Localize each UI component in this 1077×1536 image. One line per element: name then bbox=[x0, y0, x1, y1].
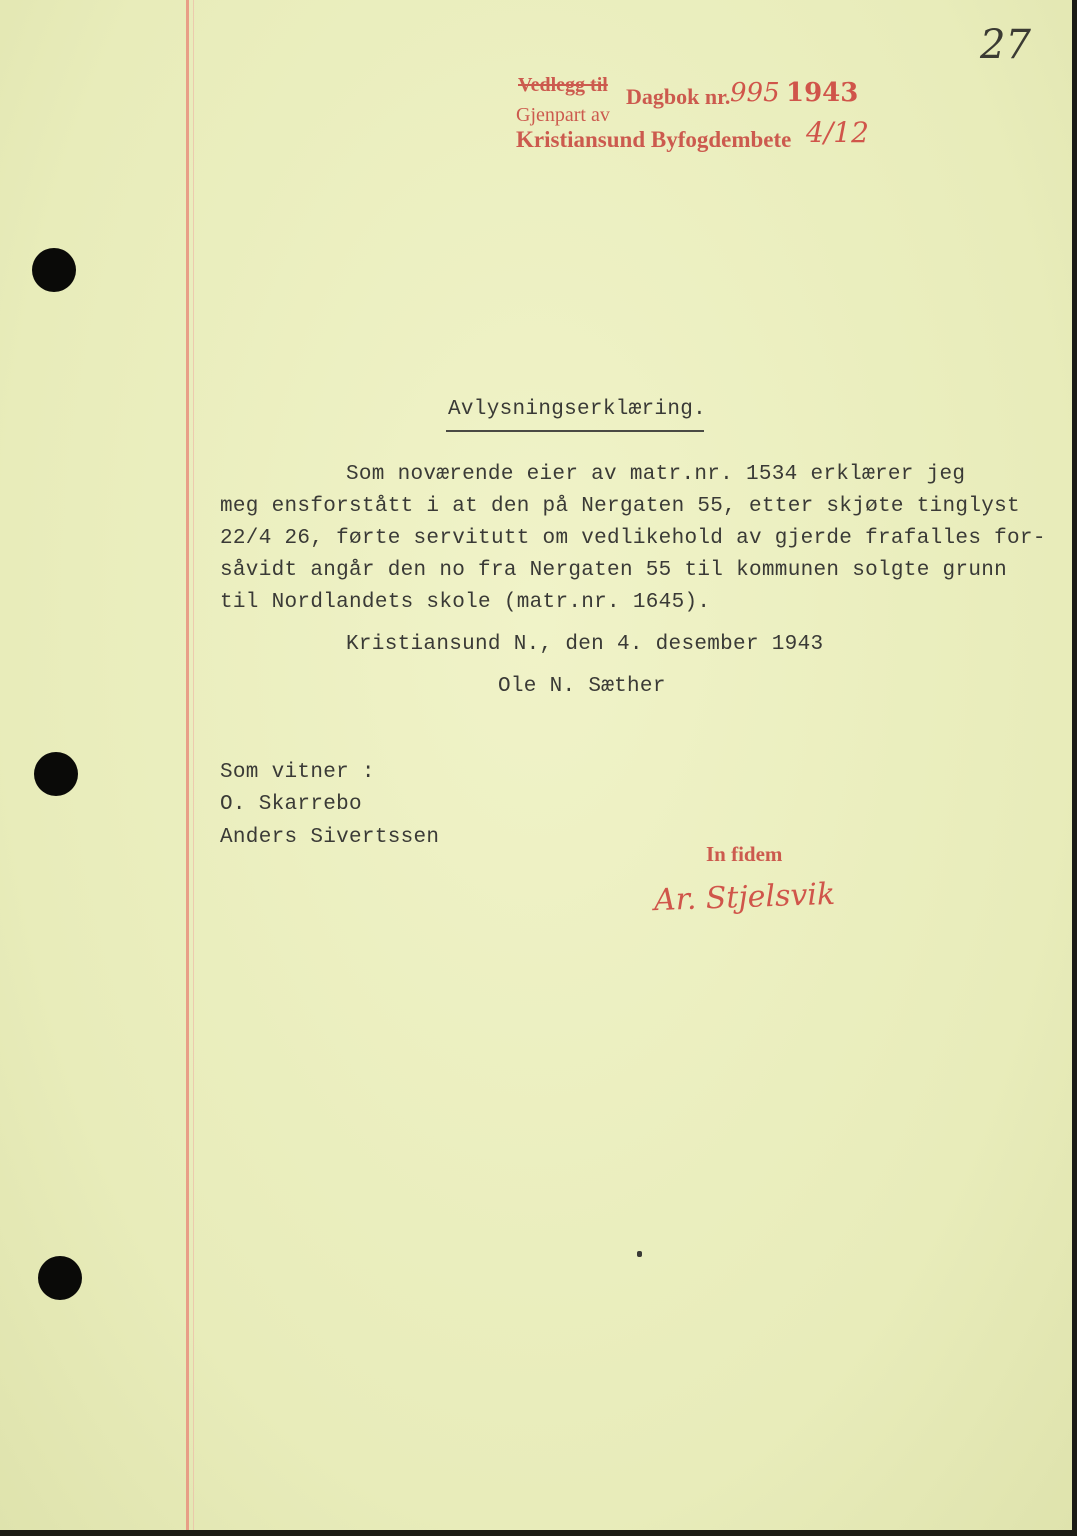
witness-label: Som vitner : bbox=[220, 761, 375, 784]
punch-hole-icon bbox=[34, 752, 78, 796]
stamp-vedlegg: Vedlegg til bbox=[518, 74, 608, 96]
margin-rule-secondary bbox=[193, 0, 194, 1530]
stamp-year: 1943 bbox=[786, 78, 859, 108]
punch-hole-icon bbox=[38, 1256, 82, 1300]
body-line-4: såvidt angår den no fra Nergaten 55 til kommunen solgte grunn bbox=[220, 559, 1008, 582]
stamp-dagbok-number: 995 bbox=[730, 78, 780, 108]
page-number: 27 bbox=[980, 22, 1031, 68]
body-line-1: Som noværende eier av matr.nr. 1534 erklærer jeg bbox=[346, 463, 966, 486]
handwritten-signature: Ar. Stjelsvik bbox=[653, 876, 836, 919]
punch-hole-icon bbox=[32, 248, 76, 292]
stamp-dagbok-label: Dagbok nr. bbox=[626, 84, 731, 109]
body-line-5: til Nordlandets skole (matr.nr. 1645). bbox=[220, 591, 711, 614]
ink-speck bbox=[637, 1251, 642, 1257]
place-date: Kristiansund N., den 4. desember 1943 bbox=[346, 633, 824, 656]
in-fidem-stamp: In fidem bbox=[706, 842, 783, 866]
title-underline bbox=[446, 430, 704, 432]
margin-rule bbox=[186, 0, 189, 1530]
stamp-office: Kristiansund Byfogdembete bbox=[516, 127, 792, 152]
stamp-gjenpart: Gjenpart av bbox=[516, 104, 610, 126]
signer-name: Ole N. Sæther bbox=[498, 675, 666, 698]
witness-2: Anders Sivertssen bbox=[220, 826, 440, 849]
body-line-2: meg ensforstått i at den på Nergaten 55, etter skjøte tinglyst bbox=[220, 495, 1020, 518]
witness-1: O. Skarrebo bbox=[220, 793, 362, 816]
body-line-3: 22/4 26, førte servitutt om vedlikehold av gjerde frafalles for- bbox=[220, 527, 1046, 550]
document-title: Avlysningserklæring. bbox=[448, 398, 707, 421]
stamp-handwritten-date: 4/12 bbox=[806, 116, 869, 149]
